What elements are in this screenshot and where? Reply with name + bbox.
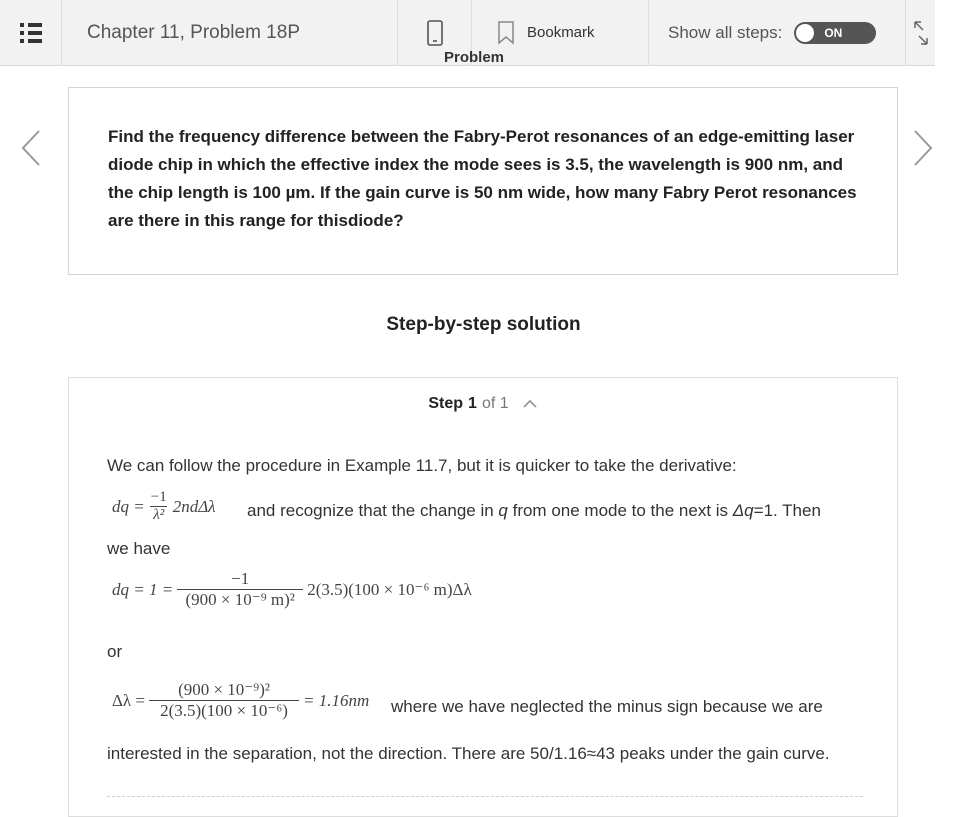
show-steps-toggle[interactable] (794, 22, 876, 44)
toggle-knob (796, 24, 814, 42)
solution-heading: Step-by-step solution (386, 314, 581, 335)
caret-up-icon[interactable] (522, 399, 538, 409)
chevron-right-icon[interactable] (911, 128, 935, 168)
step-header[interactable] (69, 395, 897, 413)
eq1-lhs: dq = (112, 496, 145, 516)
eq1-denominator: λ² (150, 506, 167, 524)
eq2-numerator: −1 (231, 569, 250, 588)
solution-intro: We can follow the procedure in Example 11.7, but it is quicker to take the derivative: (107, 456, 737, 475)
eq1-text-a: and recognize that the change in (247, 501, 499, 520)
show-all-steps (649, 0, 906, 65)
we-have-text: we have (107, 539, 171, 558)
eq1-text-b: from one mode to the next is (507, 501, 733, 520)
toggle-state: ON (824, 25, 843, 40)
expand-button[interactable] (906, 0, 935, 65)
eq1-fraction (148, 489, 170, 524)
menu-icon (20, 23, 42, 43)
chapter-title: Chapter 11, Problem 18P (87, 21, 300, 43)
chapter-title-cell (62, 0, 398, 65)
problem-heading-cutoff (444, 49, 522, 67)
equation-1 (112, 489, 216, 524)
eq2-fraction (177, 569, 303, 610)
equation-3 (112, 680, 369, 721)
eq3-denominator: 2(3.5)(100 × 10⁻⁶) (149, 700, 299, 721)
or-text: or (107, 642, 123, 661)
eq2-rhs: 2(3.5)(100 × 10⁻⁶ m)Δλ (307, 579, 472, 599)
eq1-var-dq: Δq (732, 501, 754, 520)
eq1-text-c: =1. Then (753, 501, 821, 520)
menu-button[interactable] (0, 0, 62, 65)
eq3-numerator: (900 × 10⁻⁹)² (178, 680, 270, 699)
eq3-tail-text: where we have neglected the minus sign because we are (391, 697, 823, 716)
eq2-lhs: dq = 1 = (112, 579, 174, 599)
phone-icon (427, 20, 443, 46)
eq3-fraction (149, 680, 299, 721)
eq1-numerator: −1 (150, 489, 167, 505)
eq2-denominator: (900 × 10⁻⁹ m)² (177, 589, 303, 610)
bookmark-label: Bookmark (527, 24, 595, 41)
conclusion-text: interested in the separation, not the direction. There are 50/1.16≈43 peaks under the gain curve. (107, 744, 830, 763)
eq3-rhs: = 1.16nm (303, 690, 370, 710)
show-steps-label: Show all steps: (668, 22, 783, 42)
equation-2 (112, 569, 472, 610)
step-of: of 1 (481, 395, 509, 412)
chevron-left-icon[interactable] (19, 128, 43, 168)
problem-box (68, 87, 898, 275)
expand-icon (913, 20, 929, 46)
problem-text: Find the frequency difference between the Fabry-Perot resonances of an edge-emitting laser diode chip in which the effective index the mode sees is 3.5, the wavelength is 900 nm, and the chip length is 100 µm. If the gain curve is 50 nm wide, how many Fabry Perot resonances are there in this range for thisdiode? (108, 127, 857, 230)
eq1-explanation (247, 501, 821, 521)
eq1-var-q: q (498, 501, 508, 520)
eq3-lhs: Δλ = (112, 690, 146, 710)
bookmark-icon (497, 21, 515, 45)
step-number: 1 (468, 395, 477, 412)
problem-heading: Problem (444, 49, 505, 66)
step-label: Step (428, 395, 464, 412)
eq1-rhs: 2ndΔλ (172, 496, 216, 516)
dashed-divider (107, 796, 863, 797)
